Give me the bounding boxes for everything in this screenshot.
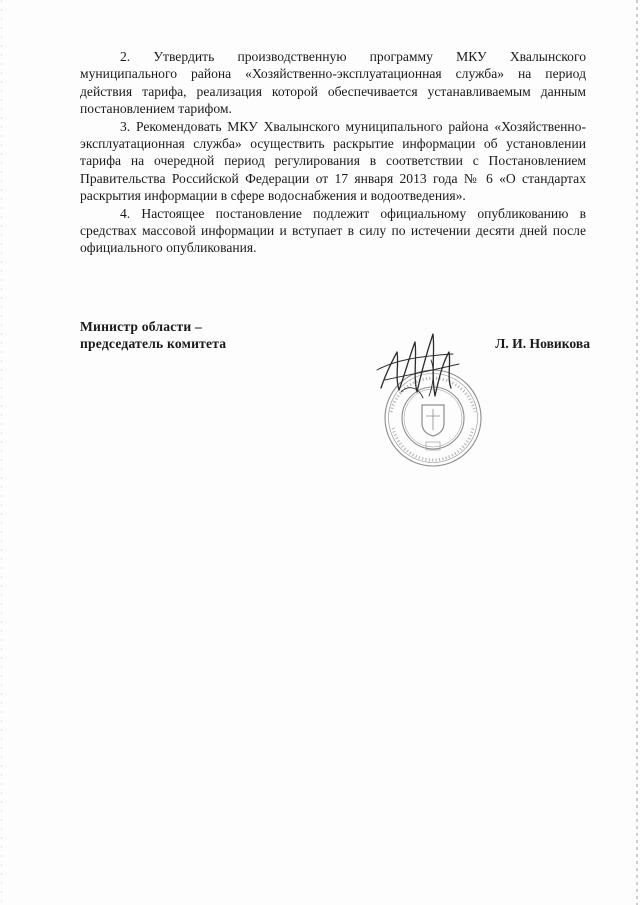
paragraph-3: 3. Рекомендовать МКУ Хвалынского муниципального района «Хозяйственно-эксплуатационная служба» осуществить раскрытие информации об установлении тарифа на очередной период регулирования в соответствии с Постановлением Правительства Российской Федерации от 17 января 2013 года № 6 «О стандартах раскрытия информации в сфере водоснабжения и водоотведения». (80, 118, 586, 204)
paragraph-4: 4. Настоящее постановление подлежит официальному опубликованию в средствах массовой информации и вступает в силу по истечении десяти дней после официального опубликования. (80, 205, 586, 256)
official-seal-icon (373, 330, 495, 470)
signatory-title-line2: председатель комитета (80, 336, 227, 352)
signature-block (80, 318, 590, 478)
signatory-name: Л. И. Новикова (495, 336, 590, 351)
scan-edge-right (636, 0, 638, 905)
paragraph-2: 2. Утвердить производственную программу МКУ Хвалынского муниципального района «Хозяйственно-эксплуатационная служба» на период действия тарифа, реализация которой обеспечивается устанавливаемым данным постановлением тарифом. (80, 49, 586, 117)
signatory-title-line1: Министр области – (80, 319, 202, 334)
scan-edge-left (1, 0, 2, 905)
document-body (80, 48, 586, 257)
signatory-title (80, 318, 226, 353)
